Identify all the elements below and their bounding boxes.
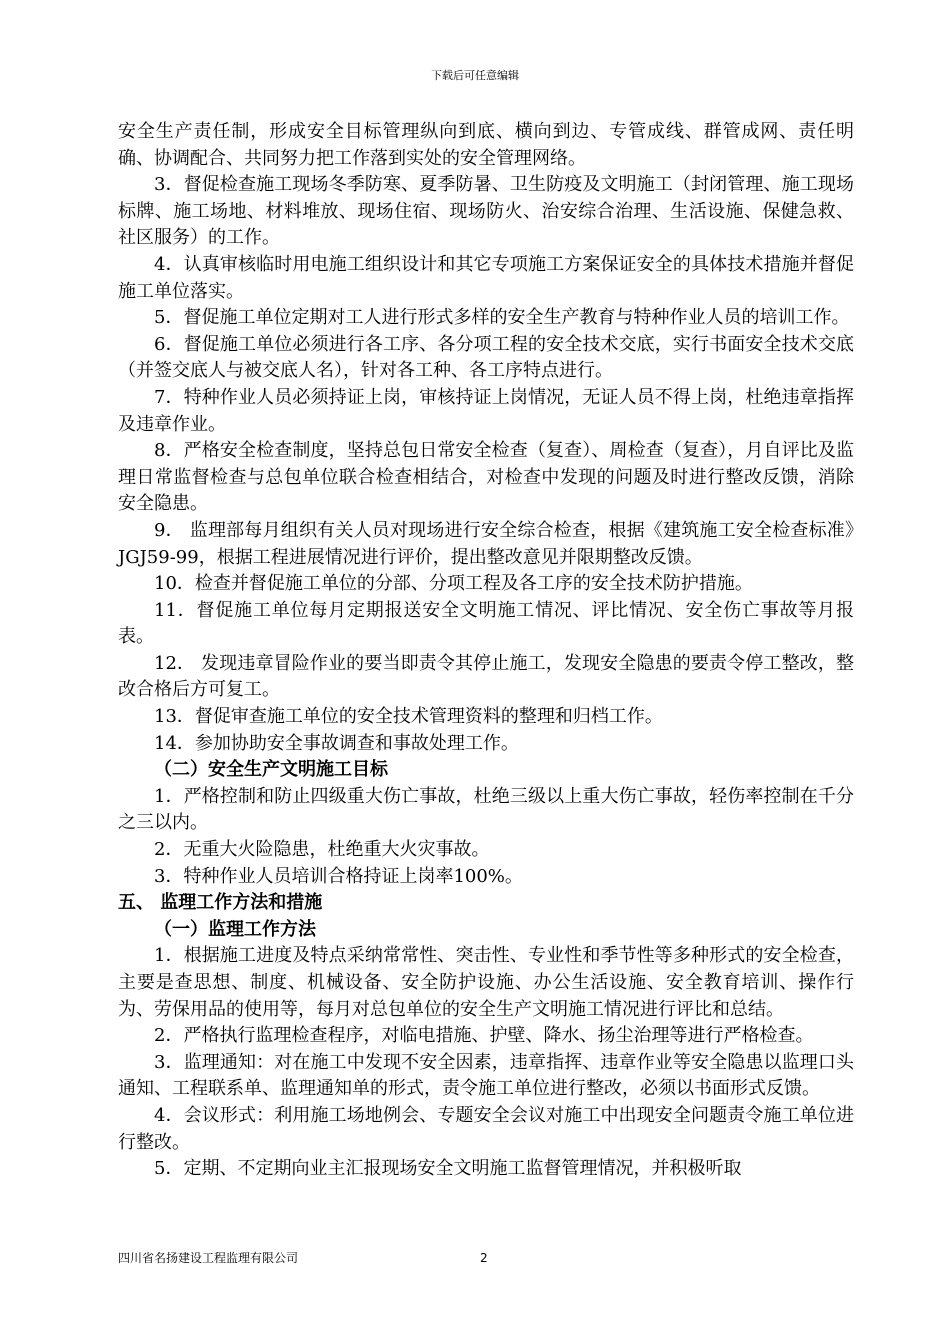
paragraph: 7．特种作业人员必须持证上岗，审核持证上岗情况，无证人员不得上岗，杜绝违章指挥及违章作业。 — [118, 386, 854, 435]
paragraph: 11．督促施工单位每月定期报送安全文明施工情况、评比情况、安全伤亡事故等月报表。 — [118, 599, 854, 648]
page-header: 下载后可任意编辑 — [431, 69, 519, 82]
paragraph: 3．特种作业人员培训合格持证上岗率100%。 — [154, 865, 523, 887]
document-body — [118, 119, 854, 1183]
paragraph: 2．严格执行监理检查程序，对临电措施、护壁、降水、扬尘治理等进行严格检查。 — [154, 1025, 814, 1047]
paragraph: 3．督促检查施工现场冬季防寒、夏季防暑、卫生防疫及文明施工（封闭管理、施工现场标牌、施工场地、材料堆放、现场住宿、现场防火、治安综合治理、生活设施、保健急救、社区服务）的工作。 — [118, 174, 854, 249]
paragraph: 12． 发现违章冒险作业的要当即责令其停止施工，发现安全隐患的要责令停工整改，整改合格后方可复工。 — [118, 652, 854, 701]
paragraph: 10．检查并督促施工单位的分部、分项工程及各工序的安全技术防护措施。 — [154, 573, 753, 595]
paragraph: 1．根据施工进度及特点采纳常常性、突击性、专业性和季节性等多种形式的安全检查，主要是查思想、制度、机械设备、安全防护设施、办公生活设施、安全教育培训、操作行为、劳保用品的使用等，每月对总包单位的安全生产文明施工情况进行评比和总结。 — [118, 945, 854, 1020]
paragraph: 5．督促施工单位定期对工人进行形式多样的安全生产教育与特种作业人员的培训工作。 — [154, 307, 850, 329]
paragraph: 5．定期、不定期向业主汇报现场安全文明施工监督管理情况，并积极听取 — [154, 1158, 742, 1180]
section-heading: 五、 监理工作方法和措施 — [118, 892, 323, 914]
paragraph: （二）安全生产文明施工目标 — [154, 759, 388, 781]
paragraph: 安全生产责任制，形成安全目标管理纵向到底、横向到边、专管成线、群管成网、责任明确、协调配合、共同努力把工作落到实处的安全管理网络。 — [118, 121, 854, 169]
paragraph: 3．监理通知：对在施工中发现不安全因素，违章指挥、违章作业等安全隐患以监理口头通知、工程联系单、监理通知单的形式，责令施工单位进行整改，必须以书面形式反馈。 — [118, 1051, 854, 1100]
paragraph: 9． 监理部每月组织有关人员对现场进行安全综合检查，根据《建筑施工安全检查标准》JGJ59-99，根据工程进展情况进行评价，提出整改意见并限期整改反馈。 — [118, 519, 854, 568]
paragraph: 13．督促审查施工单位的安全技术管理资料的整理和归档工作。 — [154, 706, 663, 728]
paragraph: 6．督促施工单位必须进行各工序、各分项工程的安全技术交底，实行书面安全技术交底（并签交底人与被交底人名），针对各工种、各工序特点进行。 — [118, 333, 854, 382]
paragraph: （一）监理工作方法 — [154, 918, 316, 940]
footer-company: 四川省名扬建设工程监理有限公司 — [118, 1251, 299, 1265]
paragraph: 4．会议形式：利用施工场地例会、专题安全会议对施工中出现安全问题责令施工单位进行整改。 — [118, 1104, 854, 1153]
paragraph: 1．严格控制和防止四级重大伤亡事故，杜绝三级以上重大伤亡事故，轻伤率控制在千分之三以内。 — [118, 785, 854, 834]
paragraph: 4．认真审核临时用电施工组织设计和其它专项施工方案保证安全的具体技术措施并督促施工单位落实。 — [118, 253, 854, 302]
paragraph: 2．无重大火险隐患，杜绝重大火灾事故。 — [154, 839, 490, 861]
paragraph: 14．参加协助安全事故调查和事故处理工作。 — [154, 732, 519, 754]
paragraph: 8．严格安全检查制度，坚持总包日常安全检查（复查）、周检查（复查），月自评比及监理日常监督检查与总包单位联合检查相结合，对检查中发现的问题及时进行整改反馈，消除安全隐患。 — [118, 440, 854, 515]
footer-page-number: 2 — [480, 1251, 488, 1265]
